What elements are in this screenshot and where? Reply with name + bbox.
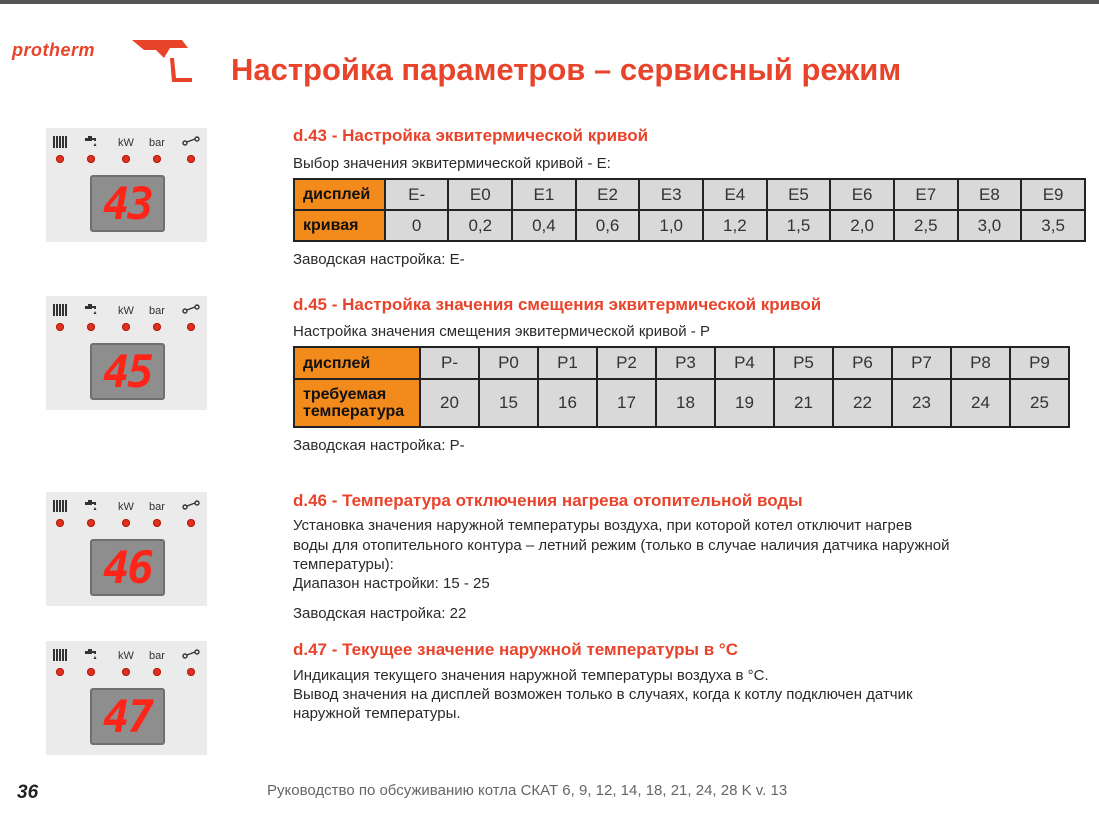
table-row-temperature [294, 379, 1069, 427]
indicator-led [56, 155, 64, 163]
section-desc-d47-line2: Вывод значения на дисплей возможен только в случаях, когда к котлу подключен датчик [293, 686, 913, 703]
indicator-led [153, 155, 161, 163]
indicator-led [87, 668, 95, 676]
tap-icon [79, 500, 103, 516]
table-cell: P4 [715, 347, 774, 379]
wrench-icon [179, 304, 203, 320]
table-cell: P9 [1010, 347, 1069, 379]
kw-label: kW [118, 501, 134, 513]
table-cell: 1,0 [639, 210, 703, 241]
table-cell: E6 [830, 179, 894, 210]
table-cell: E8 [958, 179, 1022, 210]
bar-label: bar [149, 650, 165, 662]
table-cell: 0 [385, 210, 449, 241]
table-cell: 17 [597, 379, 656, 427]
lcd-digits: 45 [103, 347, 152, 398]
table-cell: E9 [1021, 179, 1085, 210]
table-cell: 15 [479, 379, 538, 427]
top-rule [0, 0, 1099, 4]
indicator-led [187, 519, 195, 527]
table-cell: 2,5 [894, 210, 958, 241]
lcd-screen [90, 688, 165, 745]
table-cell: 1,5 [767, 210, 831, 241]
offset-table [293, 346, 1070, 428]
display-panel-d46 [46, 492, 207, 606]
table-cell: 22 [833, 379, 892, 427]
table-row-display [294, 179, 1085, 210]
bar-label: bar [149, 137, 165, 149]
display-panel-d43 [46, 128, 207, 242]
table-cell: P6 [833, 347, 892, 379]
wrench-icon [179, 136, 203, 152]
table-cell: E- [385, 179, 449, 210]
section-desc-d45: Настройка значения смещения эквитермической кривой - P [293, 323, 710, 340]
table-cell: E2 [576, 179, 640, 210]
wrench-icon [179, 500, 203, 516]
table-row-curve [294, 210, 1085, 241]
kw-label: kW [118, 650, 134, 662]
table-cell: P1 [538, 347, 597, 379]
section-desc-d46-line3: температуры): [293, 556, 394, 573]
table-cell: E0 [448, 179, 512, 210]
radiator-icon [48, 304, 72, 320]
indicator-led [187, 668, 195, 676]
indicator-led [87, 323, 95, 331]
indicator-led [122, 519, 130, 527]
page-title: Настройка параметров – сервисный режим [231, 52, 902, 87]
table-cell: 0,4 [512, 210, 576, 241]
table-cell: 18 [656, 379, 715, 427]
table-row-display [294, 347, 1069, 379]
table-cell: E3 [639, 179, 703, 210]
row-label-display: дисплей [294, 179, 385, 210]
table-cell: P3 [656, 347, 715, 379]
lcd-digits: 43 [103, 179, 152, 230]
section-title-d47: d.47 - Текущее значение наружной температуры в °C [293, 640, 738, 659]
table-cell: E4 [703, 179, 767, 210]
wrench-icon [179, 649, 203, 665]
lcd-digits: 47 [103, 692, 152, 743]
curve-table [293, 178, 1086, 242]
table-cell: P5 [774, 347, 833, 379]
display-panel-d47 [46, 641, 207, 755]
page-number: 36 [17, 782, 39, 803]
row-label-curve: кривая [294, 210, 385, 241]
section-title-d46: d.46 - Температура отключения нагрева отопительной воды [293, 491, 803, 510]
table-cell: 25 [1010, 379, 1069, 427]
section-desc-d46-line1: Установка значения наружной температуры воздуха, при которой котел отключит нагрев [293, 517, 913, 534]
table-cell: 16 [538, 379, 597, 427]
kw-label: kW [118, 305, 134, 317]
footer-text: Руководство по обсуживанию котла СКАТ 6, 9, 12, 14, 18, 21, 24, 28 K v. 13 [267, 782, 788, 799]
lcd-screen [90, 343, 165, 400]
indicator-led [153, 668, 161, 676]
indicator-led [87, 155, 95, 163]
row-label-temperature [294, 379, 420, 427]
lcd-digits: 46 [103, 543, 152, 594]
indicator-led [122, 668, 130, 676]
indicator-led [56, 519, 64, 527]
tap-icon [79, 136, 103, 152]
row-label-line1: требуемая [303, 386, 387, 403]
table-cell: P8 [951, 347, 1010, 379]
table-cell: P- [420, 347, 479, 379]
table-cell: 2,0 [830, 210, 894, 241]
kw-label: kW [118, 137, 134, 149]
indicator-led [56, 668, 64, 676]
protherm-logo [12, 36, 192, 86]
section-desc-d43: Выбор значения эквитермической кривой - E: [293, 155, 611, 172]
table-cell: 0,6 [576, 210, 640, 241]
section-desc-d46-line2: воды для отопительного контура – летний режим (только в случае наличия датчика наружной [293, 536, 950, 554]
table-cell: 3,0 [958, 210, 1022, 241]
table-cell: 21 [774, 379, 833, 427]
bar-label: bar [149, 501, 165, 513]
indicator-led [122, 323, 130, 331]
factory-setting-d43: Заводская настройка: E- [293, 251, 465, 268]
tap-icon [79, 304, 103, 320]
table-cell: 3,5 [1021, 210, 1085, 241]
tap-icon [79, 649, 103, 665]
lcd-screen [90, 175, 165, 232]
indicator-led [87, 519, 95, 527]
factory-setting-d45: Заводская настройка: P- [293, 437, 465, 454]
section-range-d46: Диапазон настройки: 15 - 25 [293, 575, 490, 592]
table-cell: P7 [892, 347, 951, 379]
indicator-led [153, 519, 161, 527]
section-title-d43: d.43 - Настройка эквитермической кривой [293, 126, 649, 145]
table-cell: E5 [767, 179, 831, 210]
indicator-led [153, 323, 161, 331]
radiator-icon [48, 500, 72, 516]
lcd-screen [90, 539, 165, 596]
table-cell: P0 [479, 347, 538, 379]
table-cell: 23 [892, 379, 951, 427]
logo-swoosh-icon [130, 36, 192, 84]
display-panel-d45 [46, 296, 207, 410]
indicator-led [122, 155, 130, 163]
logo-text: protherm [12, 40, 96, 60]
bar-label: bar [149, 305, 165, 317]
row-label-line2: температура [303, 403, 405, 420]
section-desc-d47-line3: наружной температуры. [293, 705, 461, 722]
row-label-display: дисплей [294, 347, 420, 379]
indicator-led [187, 155, 195, 163]
table-cell: P2 [597, 347, 656, 379]
section-title-d45: d.45 - Настройка значения смещения эквитермической кривой [293, 295, 822, 314]
table-cell: E1 [512, 179, 576, 210]
table-cell: E7 [894, 179, 958, 210]
table-cell: 0,2 [448, 210, 512, 241]
radiator-icon [48, 136, 72, 152]
factory-setting-d46: Заводская настройка: 22 [293, 605, 467, 622]
section-desc-d47-line1: Индикация текущего значения наружной температуры воздуха в °C. [293, 667, 769, 684]
table-cell: 1,2 [703, 210, 767, 241]
radiator-icon [48, 649, 72, 665]
indicator-led [187, 323, 195, 331]
table-cell: 20 [420, 379, 479, 427]
table-cell: 24 [951, 379, 1010, 427]
indicator-led [56, 323, 64, 331]
table-cell: 19 [715, 379, 774, 427]
